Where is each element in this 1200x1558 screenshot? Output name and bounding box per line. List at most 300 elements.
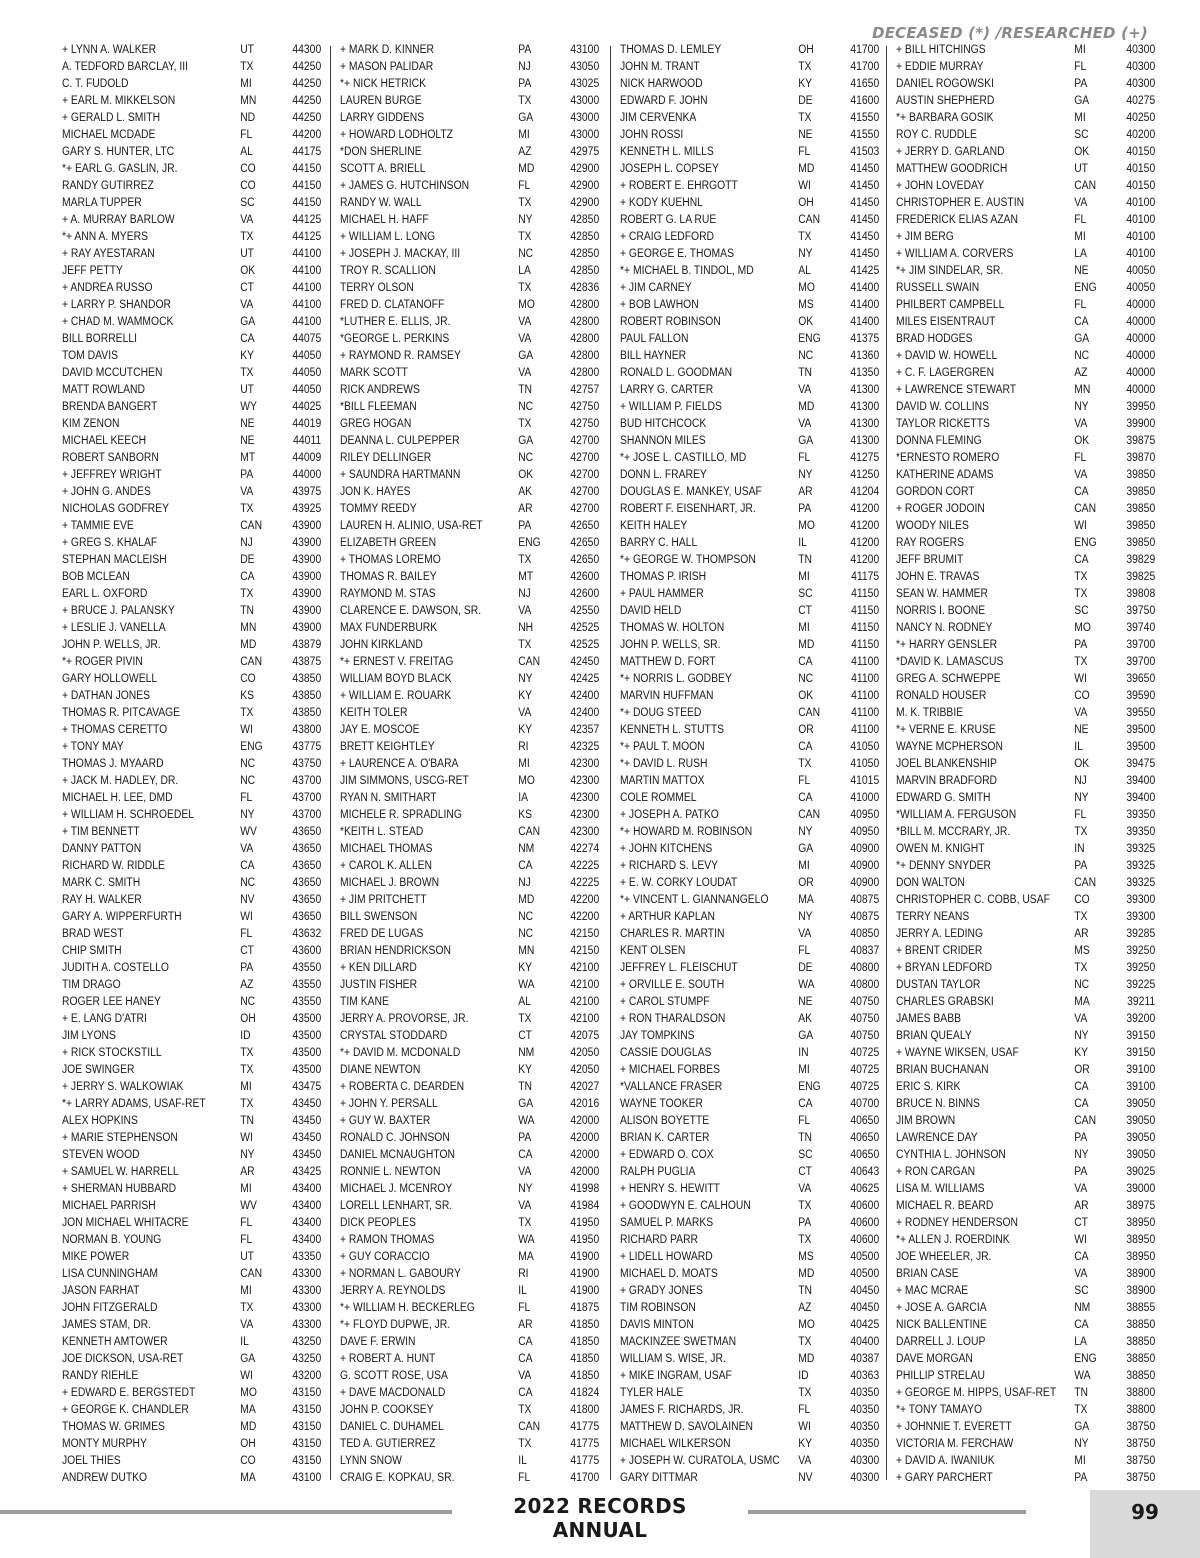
- record-score: 41100: [851, 724, 880, 736]
- record-row: [896, 1317, 1156, 1334]
- record-row: [620, 382, 880, 399]
- record-state: MO: [518, 775, 535, 787]
- record-state: WV: [240, 826, 257, 838]
- record-score: 41100: [851, 673, 880, 685]
- record-score: 41450: [850, 163, 880, 175]
- record-name: *LUTHER E. ELLIS, JR.: [340, 316, 451, 328]
- record-row: [62, 76, 322, 93]
- record-row: [340, 1470, 600, 1487]
- record-state: CAN: [1074, 503, 1097, 515]
- record-name: RICHARD PARR: [620, 1234, 699, 1246]
- record-row: [62, 790, 322, 807]
- record-name: THOMAS W. HOLTON: [620, 622, 725, 634]
- record-state: NY: [1074, 1438, 1089, 1450]
- record-name: + JOHNNIE T. EVERETT: [896, 1421, 1012, 1433]
- record-name: DANIEL MCNAUGHTON: [340, 1149, 456, 1161]
- record-score: 42274: [570, 843, 600, 855]
- record-row: [620, 144, 880, 161]
- record-row: [620, 1028, 880, 1045]
- record-state: TX: [240, 588, 254, 600]
- record-name: EARL L. OXFORD: [62, 588, 148, 600]
- record-state: CA: [798, 741, 813, 753]
- record-score: 43550: [292, 979, 322, 991]
- record-name: + DAVE MACDONALD: [340, 1387, 446, 1399]
- record-state: TX: [798, 1234, 812, 1246]
- record-name: RONALD L. GOODMAN: [620, 367, 733, 379]
- record-name: + ORVILLE E. SOUTH: [620, 979, 725, 991]
- record-state: VA: [518, 1370, 532, 1382]
- record-name: DAVID HELD: [620, 605, 682, 617]
- record-row: [896, 161, 1156, 178]
- record-row: [896, 518, 1156, 535]
- record-state: TN: [518, 1081, 533, 1093]
- record-row: [896, 1096, 1156, 1113]
- record-row: [62, 569, 322, 586]
- record-score: 43300: [292, 1285, 322, 1297]
- record-state: NM: [1074, 1302, 1091, 1314]
- record-name: SHANNON MILES: [620, 435, 706, 447]
- record-row: [340, 178, 600, 195]
- record-row: [340, 586, 600, 603]
- record-state: TN: [240, 1115, 255, 1127]
- record-state: AK: [518, 486, 533, 498]
- record-name: *+ PAUL T. MOON: [620, 741, 705, 753]
- record-state: TX: [518, 1404, 532, 1416]
- record-score: 41300: [850, 435, 880, 447]
- record-name: *+ NICK HETRICK: [340, 78, 426, 90]
- record-row: [620, 858, 880, 875]
- record-score: 44100: [292, 282, 322, 294]
- record-row: [62, 399, 322, 416]
- record-name: *+ NORRIS L. GODBEY: [620, 673, 732, 685]
- record-row: [62, 824, 322, 841]
- record-score: 41100: [851, 707, 880, 719]
- record-row: [62, 433, 322, 450]
- record-name: KIM ZENON: [62, 418, 120, 430]
- record-name: BILL SWENSON: [340, 911, 418, 923]
- record-row: [896, 994, 1156, 1011]
- record-row: [896, 739, 1156, 756]
- record-score: 43200: [292, 1370, 322, 1382]
- record-score: 43000: [570, 129, 600, 141]
- record-score: 39700: [1126, 656, 1156, 668]
- record-name: DICK PEOPLES: [340, 1217, 416, 1229]
- record-score: 42800: [570, 299, 600, 311]
- record-name: LORELL LENHART, SR.: [340, 1200, 453, 1212]
- record-score: 39475: [1126, 758, 1156, 770]
- record-score: 42800: [570, 316, 600, 328]
- record-score: 38850: [1126, 1370, 1156, 1382]
- record-name: AUSTIN SHEPHERD: [896, 95, 995, 107]
- record-score: 38855: [1126, 1302, 1156, 1314]
- record-score: 42325: [570, 741, 600, 753]
- record-row: [62, 365, 322, 382]
- record-row: [896, 42, 1156, 59]
- record-score: 40750: [850, 996, 880, 1008]
- record-score: 40500: [850, 1268, 880, 1280]
- record-row: [620, 671, 880, 688]
- record-row: [896, 1079, 1156, 1096]
- record-state: NC: [518, 248, 534, 260]
- record-name: C. T. FUDOLD: [62, 78, 129, 90]
- record-name: BRAD HODGES: [896, 333, 973, 345]
- record-name: + JEFFREY WRIGHT: [62, 469, 162, 481]
- record-name: WILLIAM BOYD BLACK: [340, 673, 452, 685]
- record-row: [340, 365, 600, 382]
- record-name: CRAIG E. KOPKAU, SR.: [340, 1472, 455, 1484]
- record-state: FL: [798, 452, 811, 464]
- record-row: [62, 875, 322, 892]
- record-score: 40875: [850, 911, 880, 923]
- record-score: 42400: [570, 690, 600, 702]
- record-score: 43650: [292, 877, 322, 889]
- record-score: 40950: [850, 826, 880, 838]
- record-score: 39250: [1126, 945, 1156, 957]
- record-row: [896, 1368, 1156, 1385]
- record-score: 41800: [570, 1404, 600, 1416]
- record-row: [896, 59, 1156, 76]
- record-name: + MAC MCRAE: [896, 1285, 969, 1297]
- record-row: [620, 1351, 880, 1368]
- record-score: 41250: [850, 469, 880, 481]
- record-state: IL: [240, 1336, 249, 1348]
- record-score: 41950: [570, 1217, 600, 1229]
- record-score: 39300: [1126, 911, 1156, 923]
- record-row: [62, 1232, 322, 1249]
- record-score: 40750: [850, 1013, 880, 1025]
- record-state: CA: [798, 1098, 813, 1110]
- record-score: 42700: [570, 486, 600, 498]
- record-name: M. K. TRIBBIE: [896, 707, 964, 719]
- record-name: WILLIAM S. WISE, JR.: [620, 1353, 726, 1365]
- record-score: 42757: [570, 384, 600, 396]
- record-score: 42000: [570, 1166, 600, 1178]
- record-state: OR: [798, 877, 814, 889]
- record-name: BRETT KEIGHTLEY: [340, 741, 435, 753]
- record-name: + EDDIE MURRAY: [896, 61, 984, 73]
- record-state: RI: [518, 1268, 529, 1280]
- record-name: + GERALD L. SMITH: [62, 112, 161, 124]
- record-row: [896, 1130, 1156, 1147]
- record-score: 43975: [292, 486, 322, 498]
- record-name: RILEY DELLINGER: [340, 452, 432, 464]
- record-row: [62, 807, 322, 824]
- record-row: [620, 1079, 880, 1096]
- record-score: 43650: [292, 826, 322, 838]
- record-score: 39875: [1126, 435, 1156, 447]
- record-row: [62, 892, 322, 909]
- record-row: [620, 688, 880, 705]
- record-name: BRIAN K. CARTER: [620, 1132, 710, 1144]
- record-row: [620, 1113, 880, 1130]
- record-score: 39850: [1126, 469, 1156, 481]
- record-row: [62, 909, 322, 926]
- record-name: TIM DRAGO: [62, 979, 121, 991]
- record-row: [896, 620, 1156, 637]
- record-name: MICHAEL H. HAFF: [340, 214, 429, 226]
- record-score: 42900: [570, 180, 600, 192]
- record-score: 40387: [850, 1353, 880, 1365]
- record-state: NC: [798, 673, 814, 685]
- record-name: MATT ROWLAND: [62, 384, 145, 396]
- record-name: TIM KANE: [340, 996, 389, 1008]
- record-state: TN: [798, 1285, 813, 1297]
- record-state: OK: [798, 690, 814, 702]
- record-state: NE: [1074, 265, 1089, 277]
- record-name: RONALD HOUSER: [896, 690, 987, 702]
- record-score: 41275: [850, 452, 880, 464]
- record-row: [340, 518, 600, 535]
- record-score: 41775: [570, 1438, 600, 1450]
- record-row: [896, 263, 1156, 280]
- record-score: 40650: [850, 1149, 880, 1161]
- record-row: [340, 1453, 600, 1470]
- record-name: + HOWARD LODHOLTZ: [340, 129, 454, 141]
- record-name: TOMMY REEDY: [340, 503, 417, 515]
- record-row: [896, 603, 1156, 620]
- record-row: [620, 1181, 880, 1198]
- record-score: 38800: [1126, 1404, 1156, 1416]
- record-row: [620, 535, 880, 552]
- record-name: NANCY N. RODNEY: [896, 622, 993, 634]
- record-row: [620, 1096, 880, 1113]
- record-score: 39870: [1126, 452, 1156, 464]
- record-row: [896, 773, 1156, 790]
- record-state: CA: [798, 792, 813, 804]
- record-name: JOSEPH L. COPSEY: [620, 163, 719, 175]
- record-name: JOE WHEELER, JR.: [896, 1251, 992, 1263]
- record-state: UT: [1074, 163, 1089, 175]
- record-state: PA: [1074, 1132, 1088, 1144]
- record-name: DONN L. FRAREY: [620, 469, 707, 481]
- record-name: *+ TONY TAMAYO: [896, 1404, 983, 1416]
- record-name: MATTHEW D. SAVOLAINEN: [620, 1421, 754, 1433]
- record-state: CAN: [518, 656, 541, 668]
- record-row: [896, 1385, 1156, 1402]
- record-state: NH: [518, 622, 534, 634]
- record-state: VA: [798, 384, 812, 396]
- record-name: + LESLIE J. VANELLA: [62, 622, 166, 634]
- record-score: 40625: [850, 1183, 880, 1195]
- record-state: MD: [240, 639, 257, 651]
- records-column-3: [620, 42, 886, 1487]
- record-state: CA: [240, 333, 255, 345]
- record-row: [620, 637, 880, 654]
- records-column-2: [340, 42, 606, 1487]
- record-row: [62, 382, 322, 399]
- record-state: MT: [518, 571, 534, 583]
- record-state: CA: [518, 1387, 533, 1399]
- record-row: [620, 909, 880, 926]
- record-score: 41175: [851, 571, 880, 583]
- record-name: BRIAN HENDRICKSON: [340, 945, 451, 957]
- record-score: 44050: [292, 350, 322, 362]
- record-name: + JIM CARNEY: [620, 282, 692, 294]
- record-state: NY: [240, 809, 255, 821]
- record-row: [62, 1402, 322, 1419]
- record-state: MI: [518, 758, 530, 770]
- record-name: JOHN M. TRANT: [620, 61, 700, 73]
- record-name: JERRY A. LEDING: [896, 928, 984, 940]
- record-row: [896, 637, 1156, 654]
- record-name: JOHN ROSSI: [620, 129, 684, 141]
- record-state: MN: [518, 945, 535, 957]
- record-state: MO: [1074, 622, 1091, 634]
- record-score: 43450: [292, 1115, 322, 1127]
- record-name: *+ ROGER PIVIN: [62, 656, 143, 668]
- record-row: [620, 1334, 880, 1351]
- record-state: NY: [1074, 401, 1089, 413]
- record-row: [896, 1215, 1156, 1232]
- record-score: 39650: [1126, 673, 1156, 685]
- record-state: VA: [1074, 707, 1088, 719]
- record-score: 41900: [570, 1285, 600, 1297]
- record-row: [896, 1453, 1156, 1470]
- record-row: [620, 76, 880, 93]
- record-state: TX: [240, 367, 254, 379]
- record-row: [620, 501, 880, 518]
- record-state: CAN: [1074, 180, 1097, 192]
- record-state: NY: [798, 469, 813, 481]
- record-state: AL: [240, 146, 253, 158]
- record-name: LAUREN BURGE: [340, 95, 422, 107]
- record-state: IL: [518, 1455, 527, 1467]
- record-score: 40725: [850, 1081, 880, 1093]
- record-score: 40150: [1126, 180, 1156, 192]
- record-score: 42550: [570, 605, 600, 617]
- record-state: PA: [1074, 1472, 1088, 1484]
- record-name: LAWRENCE DAY: [896, 1132, 978, 1144]
- record-state: PA: [1074, 78, 1088, 90]
- record-score: 43025: [570, 78, 600, 90]
- record-row: [340, 195, 600, 212]
- record-state: AR: [1074, 1200, 1089, 1212]
- record-row: [62, 1215, 322, 1232]
- record-state: TX: [1074, 1404, 1088, 1416]
- record-score: 44100: [292, 248, 322, 260]
- record-name: JERRY A. PROVORSE, JR.: [340, 1013, 469, 1025]
- record-state: NC: [518, 911, 534, 923]
- record-name: + EDWARD E. BERGSTEDT: [62, 1387, 196, 1399]
- record-score: 39350: [1126, 826, 1156, 838]
- record-state: MA: [1074, 996, 1090, 1008]
- record-name: PHILLIP STRELAU: [896, 1370, 985, 1382]
- record-score: 40650: [850, 1132, 880, 1144]
- record-score: 40300: [850, 1455, 880, 1467]
- record-score: 40000: [1126, 367, 1156, 379]
- page-number: 99: [1131, 1500, 1159, 1524]
- record-row: [896, 331, 1156, 348]
- record-score: 39829: [1126, 554, 1156, 566]
- record-state: WI: [240, 1132, 253, 1144]
- record-score: 43900: [292, 554, 322, 566]
- record-name: GARY A. WIPPERFURTH: [62, 911, 182, 923]
- record-row: [896, 1283, 1156, 1300]
- record-row: [896, 569, 1156, 586]
- record-name: JAMES STAM, DR.: [62, 1319, 151, 1331]
- record-state: TX: [798, 1200, 812, 1212]
- record-name: + KODY KUEHNL: [620, 197, 703, 209]
- record-state: NJ: [518, 588, 531, 600]
- record-score: 43450: [292, 1132, 322, 1144]
- record-state: ND: [240, 112, 256, 124]
- record-row: [340, 909, 600, 926]
- record-name: + JIM BERG: [896, 231, 954, 243]
- record-name: + MICHAEL FORBES: [620, 1064, 720, 1076]
- record-state: WI: [1074, 520, 1087, 532]
- record-state: TX: [1074, 826, 1088, 838]
- record-name: NORRIS I. BOONE: [896, 605, 986, 617]
- record-score: 39211: [1127, 996, 1156, 1008]
- record-score: 40700: [850, 1098, 880, 1110]
- record-name: MILES EISENTRAUT: [896, 316, 996, 328]
- record-row: [620, 93, 880, 110]
- record-state: TX: [240, 61, 254, 73]
- record-state: IA: [518, 792, 528, 804]
- record-row: [62, 59, 322, 76]
- record-score: 44125: [292, 231, 322, 243]
- record-name: + ANDREA RUSSO: [62, 282, 153, 294]
- record-name: *+ JOSE L. CASTILLO, MD: [620, 452, 747, 464]
- record-name: CLARENCE E. DAWSON, SR.: [340, 605, 482, 617]
- record-state: ID: [240, 1030, 251, 1042]
- record-state: VA: [1074, 1183, 1088, 1195]
- record-state: CT: [518, 1030, 533, 1042]
- record-state: VA: [518, 1166, 532, 1178]
- record-score: 44250: [292, 112, 322, 124]
- record-state: MD: [518, 163, 535, 175]
- record-state: FL: [798, 146, 811, 158]
- record-row: [896, 1198, 1156, 1215]
- record-state: TX: [518, 197, 532, 209]
- record-state: NV: [240, 894, 255, 906]
- record-name: + RAYMOND R. RAMSEY: [340, 350, 461, 362]
- record-state: FL: [1074, 809, 1087, 821]
- record-row: [896, 144, 1156, 161]
- footer-rule-right: [748, 1510, 1026, 1514]
- record-name: *DON SHERLINE: [340, 146, 422, 158]
- record-state: NE: [240, 435, 255, 447]
- record-state: NJ: [1074, 775, 1087, 787]
- record-row: [896, 297, 1156, 314]
- record-state: MI: [798, 860, 810, 872]
- record-score: 42750: [570, 401, 600, 413]
- record-state: NY: [1074, 1030, 1089, 1042]
- record-row: [620, 586, 880, 603]
- record-state: DE: [240, 554, 255, 566]
- record-state: CAN: [518, 826, 541, 838]
- record-state: MO: [798, 282, 815, 294]
- record-row: [620, 161, 880, 178]
- record-name: *+ DENNY SNYDER: [896, 860, 992, 872]
- record-score: 41950: [570, 1234, 600, 1246]
- record-name: JOEL THIES: [62, 1455, 121, 1467]
- record-row: [62, 552, 322, 569]
- record-state: AR: [1074, 928, 1089, 940]
- record-name: + SAMUEL W. HARRELL: [62, 1166, 179, 1178]
- record-name: KENNETH L. MILLS: [620, 146, 714, 158]
- record-name: ERIC S. KIRK: [896, 1081, 961, 1093]
- record-score: 42225: [570, 877, 600, 889]
- page-header-legend: DECEASED (*) /RESEARCHED (+): [872, 24, 1148, 42]
- record-name: GARY HOLLOWELL: [62, 673, 158, 685]
- record-score: 41100: [851, 690, 880, 702]
- record-row: [62, 144, 322, 161]
- record-row: [340, 1147, 600, 1164]
- record-name: WOODY NILES: [896, 520, 969, 532]
- record-row: [620, 943, 880, 960]
- record-state: NC: [240, 877, 256, 889]
